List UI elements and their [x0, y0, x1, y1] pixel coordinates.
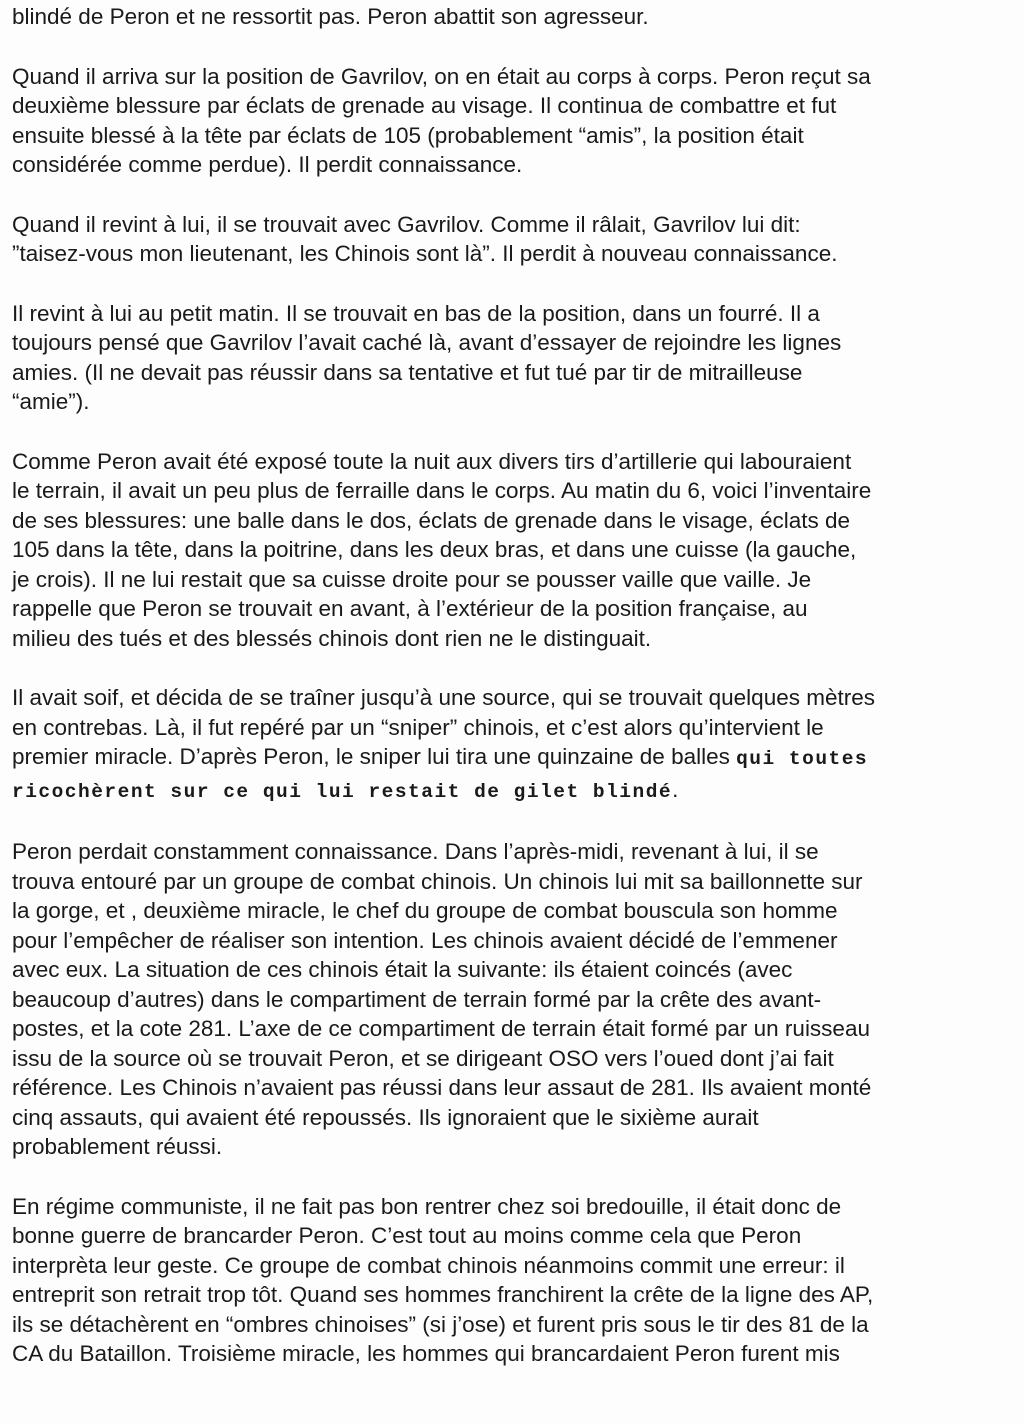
paragraph-5: Comme Peron avait été exposé toute la nuit aux divers tirs d’artillerie qui labouraient le terrain, il avait un peu plus de ferraille dans le corps. Au matin du 6, voici l’inventaire de ses blessures: une balle dans le dos, éclats de grenade dans le visage, éclats de 105 dans la tête, dans la poitrine, dans les deux bras, et dans une cuisse (la gauche, je crois). Il ne lui restait que sa cuisse droite pour se pousser vaille que vaille. Je rappelle que Peron se trouvait en avant, à l’extérieur de la position française, au milieu des tués et des blessés chinois dont rien ne le distinguait.	[12, 448, 872, 651]
paragraph-6-typewriter-text-2: ricochèrent sur ce qui lui restait de gilet blindé	[12, 780, 673, 803]
document-body	[12, 2, 1012, 1399]
paragraph-6-typewriter-text-1: qui toutes	[736, 748, 869, 770]
paragraph-7: Peron perdait constamment connaissance. Dans l’après-midi, revenant à lui, il se trouva entouré par un groupe de combat chinois. Un chinois lui mit sa baillonnette sur la gorge, et , deuxième miracle, le chef du groupe de combat bouscula son homme pour l’empêcher de réaliser son intention. Les chinois avaient décidé de l’emmener avec eux. La situation de ces chinois était la suivante: ils étaient coincés (avec beaucoup d’autres) dans le compartiment de terrain formé par la crête des avant- postes, et la cote 281. L’axe de ce compartiment de terrain était formé par un ruisseau issu de la source où se trouvait Peron, et se dirigeant OSO vers l’oued dont j’ai fait référence. Les Chinois n’avaient pas réussi dans leur assaut de 281. Ils avaient monté cinq assauts, qui avaient été repoussés. Ils ignoraient que le sixième aurait probablement réussi.	[12, 839, 872, 1159]
paragraph-4: Il revint à lui au petit matin. Il se trouvait en bas de la position, dans un fourré. Il a toujours pensé que Gavrilov l’avait caché là, avant d’essayer de rejoindre les lignes amies. (Il ne devait pas réussir dans sa tentative et fut tué par tir de mitrailleuse “amie”).	[12, 300, 842, 414]
paragraph-6	[12, 683, 1012, 807]
paragraph-8: En régime communiste, il ne fait pas bon rentrer chez soi bredouille, il était donc de bonne guerre de brancarder Peron. C’est tout au moins comme cela que Peron interprèta leur geste. Ce groupe de combat chinois néanmoins commit une erreur: il entreprit son retrait trop tôt. Quand ses hommes franchirent la crête de la ligne des AP, ils se détachèrent en “ombres chinoises” (si j’ose) et furent pris sous le tir des 81 de la CA du Bataillon. Troisième miracle, les hommes qui brancardaient Peron furent mis	[12, 1193, 874, 1366]
paragraph-2: Quand il arriva sur la position de Gavrilov, on en était au corps à corps. Peron reçut sa deuxième blessure par éclats de grenade au visage. Il continua de combattre et fut ensuite blessé à la tête par éclats de 105 (probablement “amis”, la position était considérée comme perdue). Il perdit connaissance.	[12, 63, 871, 177]
paragraph-1: blindé de Peron et ne ressortit pas. Peron abattit son agresseur.	[12, 4, 649, 29]
paragraph-6-end: .	[672, 776, 679, 802]
paragraph-3: Quand il revint à lui, il se trouvait avec Gavrilov. Comme il râlait, Gavrilov lui dit: ”taisez-vous mon lieutenant, les Chinois sont là”. Il perdit à nouveau connaissance.	[12, 211, 838, 266]
paragraph-6-text: Il avait soif, et décida de se traîner jusqu’à une source, qui se trouvait quelques mètres en contrebas. Là, il fut repéré par un “sniper” chinois, et c’est alors qu’intervient le premier miracle. D’après Peron, le sniper lui tira une quinzaine de balles	[12, 685, 875, 769]
